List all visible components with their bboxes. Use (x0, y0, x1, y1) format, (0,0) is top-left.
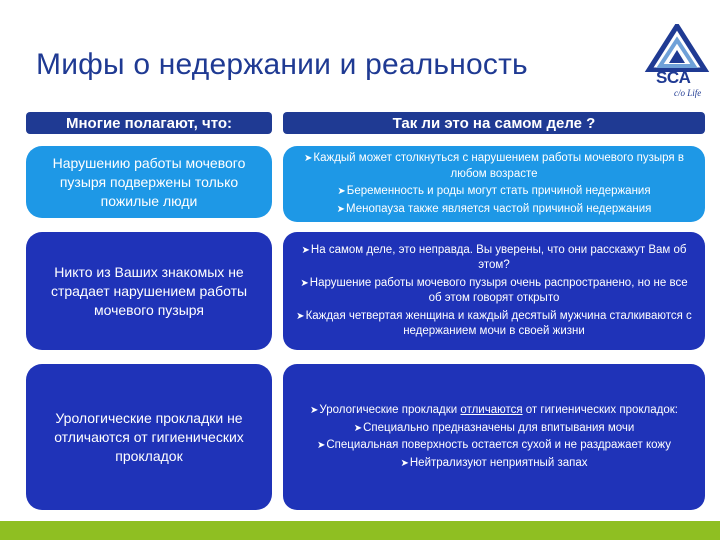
reality-item: ➤На самом деле, это неправда. Вы уверены, что они расскажут Вам об этом? (301, 243, 687, 271)
arrow-bullet-icon: ➤ (310, 405, 319, 416)
header-reality: Так ли это на самом деле ? (283, 112, 705, 134)
arrow-bullet-icon: ➤ (301, 244, 310, 256)
logo-brand: SCA (656, 68, 691, 87)
myth-box-2 (26, 232, 272, 350)
reality-item: ➤Менопауза также является частой причиной недержания (336, 202, 652, 215)
slide-title: Мифы о недержании и реальность (36, 48, 528, 81)
reality-box-2 (283, 232, 705, 350)
arrow-bullet-icon: ➤ (304, 153, 313, 164)
arrow-bullet-icon: ➤ (296, 310, 305, 322)
myth-text-2: Никто из Ваших знакомых не страдает нарушением работы мочевого пузыря (50, 263, 248, 318)
header-myths: Многие полагают, что: (26, 112, 272, 134)
reality-item: ➤Нарушение работы мочевого пузыря очень распространено, но не все об этом говорят открыто (300, 276, 688, 304)
reality-box-1 (283, 146, 705, 222)
footer-bar (0, 521, 720, 540)
myth-box-3 (26, 364, 272, 510)
reality-item: ➤Беременность и роды могут стать причиной недержания (337, 185, 651, 197)
myth-box-1 (26, 146, 272, 218)
reality-item: ➤Каждый может столкнуться с нарушением работы мочевого пузыря в любом возрасте (304, 152, 684, 180)
reality-item: ➤Каждая четвертая женщина и каждый десятый мужчина сталкиваются с недержанием мочи в своей жизни (296, 309, 692, 337)
reality-item: ➤Специально предназначены для впитывания мочи (353, 421, 635, 434)
reality-item: ➤Нейтрализуют неприятный запах (400, 456, 588, 469)
logo-tagline: c/o Life (674, 88, 702, 98)
arrow-bullet-icon: ➤ (300, 277, 309, 289)
myth-text-1: Нарушению работы мочевого пузыря подвержены только пожилые люди (52, 154, 246, 209)
reality-item: ➤Специальная поверхность остается сухой и не раздражает кожу (316, 439, 671, 451)
arrow-bullet-icon: ➤ (337, 186, 346, 197)
sca-logo (644, 24, 710, 102)
sca-triangle-icon (644, 24, 710, 72)
arrow-bullet-icon: ➤ (353, 422, 363, 434)
arrow-bullet-icon: ➤ (316, 440, 326, 451)
myth-text-3: Урологические прокладки не отличаются от гигиенических прокладок (54, 409, 244, 464)
reality-box-3 (283, 364, 705, 510)
reality-item: ➤Урологические прокладки отличаются от гигиенических прокладок: (310, 404, 678, 416)
arrow-bullet-icon: ➤ (400, 457, 409, 469)
underlined-word: отличаются (460, 404, 523, 416)
arrow-bullet-icon: ➤ (336, 203, 346, 215)
